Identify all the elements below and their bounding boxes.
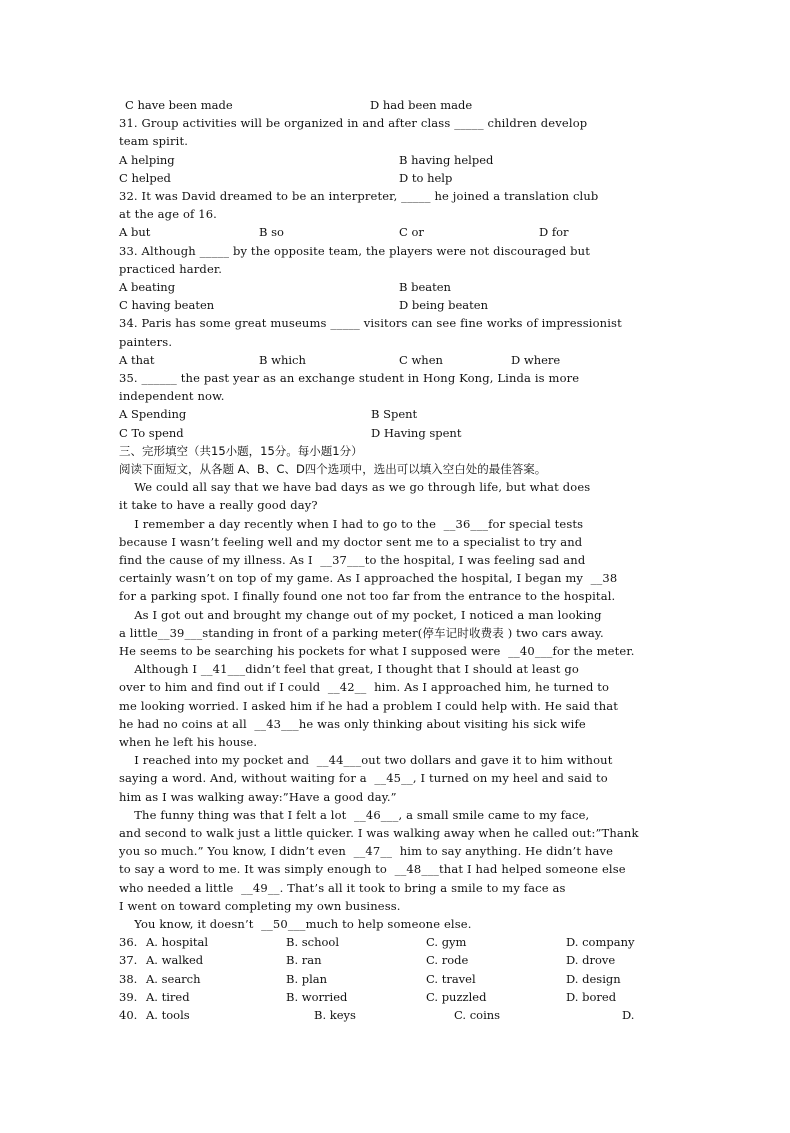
passage-line: you so much.” You know, I didn’t even __47__ him to say anything. He didn’t have — [119, 844, 614, 859]
q33-option-d: D being beaten — [399, 298, 489, 313]
option-number: 36. — [119, 935, 138, 950]
option-row-37 — [119, 951, 675, 969]
passage-line: He seems to be searching his pockets for what I supposed were __40___for the meter. — [119, 643, 635, 658]
q35-option-c: C To spend — [119, 425, 184, 440]
passage-line: I went on toward completing my own business. — [119, 898, 401, 913]
passage-line: I remember a day recently when I had to go to the __36___for special tests — [119, 516, 584, 531]
passage-line: saying a word. And, without waiting for a __45__, I turned on my heel and said to — [119, 771, 608, 786]
q31-options-row1 — [119, 151, 675, 169]
section-title: 三、完形填空（共15小题，15分。每小题1分） — [119, 443, 363, 458]
option-a: A. tired — [146, 989, 190, 1004]
option-d: D. design — [566, 971, 621, 986]
q32-options — [119, 223, 675, 241]
option-a: A. tools — [146, 1007, 190, 1022]
q34-stem-cont: painters. — [119, 334, 173, 349]
option-d: D. drove — [566, 953, 616, 968]
q34-option-c: C when — [399, 352, 443, 367]
q32-stem: 32. It was David dreamed to be an interpreter, _____ he joined a translation club — [119, 188, 599, 203]
q35-option-a: A Spending — [119, 407, 187, 422]
option-a: A. search — [146, 971, 201, 986]
option-d: D. bored — [566, 989, 617, 1004]
passage-line: to say a word to me. It was simply enough to __48___that I had helped someone else — [119, 862, 626, 877]
q30-options-tail — [119, 96, 675, 114]
exam-page — [119, 96, 675, 1024]
q34-option-a: A that — [119, 352, 155, 367]
passage-line: it take to have a really good day? — [119, 498, 318, 513]
q32-option-c: C or — [399, 225, 424, 240]
passage-line: who needed a little __49__. That’s all it took to bring a smile to my face as — [119, 880, 566, 895]
passage-line: he had no coins at all __43___he was only thinking about visiting his sick wife — [119, 716, 586, 731]
q35-stem-cont: independent now. — [119, 389, 225, 404]
passage-line: for a parking spot. I finally found one not too far from the entrance to the hospital. — [119, 589, 616, 604]
cloze-passage — [119, 478, 675, 933]
passage-line: The funny thing was that I felt a lot __46___, a small smile came to my face, — [119, 807, 590, 822]
option-number: 37. — [119, 953, 138, 968]
option-c: C. rode — [426, 953, 469, 968]
q31-option-d: D to help — [399, 170, 453, 185]
option-b: B. keys — [314, 1007, 356, 1022]
option-number: 40. — [119, 1007, 138, 1022]
q31-stem-cont: team spirit. — [119, 134, 189, 149]
option-b: B. school — [286, 935, 340, 950]
passage-line: As I got out and brought my change out of my pocket, I noticed a man looking — [119, 607, 602, 622]
option-d: D. company — [566, 935, 635, 950]
q31-option-a: A helping — [119, 152, 175, 167]
passage-line: You know, it doesn’t __50___much to help someone else. — [119, 917, 472, 931]
q32-option-d: D for — [539, 225, 569, 240]
q33-options-row1 — [119, 278, 675, 296]
passage-line: find the cause of my illness. As I __37___to the hospital, I was feeling sad and — [119, 552, 586, 567]
q33-options-row2 — [119, 296, 675, 314]
q30-option-c: C have been made — [125, 98, 233, 112]
q32-option-a: A but — [119, 225, 151, 240]
option-c: C. puzzled — [426, 989, 487, 1004]
passage-line: and second to walk just a little quicker. I was walking away when he called out:”Thank — [119, 825, 639, 840]
option-row-40 — [119, 1006, 675, 1024]
option-b: B. worried — [286, 989, 348, 1004]
option-b: B. plan — [286, 971, 328, 986]
option-row-36 — [119, 933, 675, 951]
q34-option-d: D where — [511, 352, 561, 367]
q31-stem: 31. Group activities will be organized in and after class _____ children develop — [119, 116, 588, 131]
passage-line: Although I __41___didn’t feel that great, I thought that I should at least go — [119, 662, 579, 677]
passage-line: him as I was walking away:”Have a good day.” — [119, 789, 397, 804]
q32-stem-cont: at the age of 16. — [119, 207, 217, 222]
q34-option-b: B which — [259, 352, 306, 367]
passage-line: a little__39___standing in front of a parking meter(停车记时收费表 ) two cars away. — [119, 625, 604, 640]
q35-options-row1 — [119, 405, 675, 423]
q34-options — [119, 351, 675, 369]
q33-stem: 33. Although _____ by the opposite team, the players were not discouraged but — [119, 243, 590, 258]
option-number: 38. — [119, 971, 138, 986]
passage-line: when he left his house. — [119, 734, 258, 749]
option-a: A. hospital — [146, 935, 209, 950]
q33-option-a: A beating — [119, 279, 176, 294]
option-c: C. travel — [426, 971, 476, 986]
passage-line: We could all say that we have bad days as we go through life, but what does — [119, 480, 591, 495]
q31-options-row2 — [119, 169, 675, 187]
passage-line: me looking worried. I asked him if he had a problem I could help with. He said that — [119, 698, 619, 713]
option-c: C. gym — [426, 935, 467, 950]
q33-option-c: C having beaten — [119, 298, 215, 313]
option-d: D. — [622, 1007, 635, 1022]
q34-stem: 34. Paris has some great museums _____ visitors can see fine works of impressionist — [119, 316, 622, 331]
passage-line: because I wasn’t feeling well and my doctor sent me to a specialist to try and — [119, 534, 583, 549]
option-c: C. coins — [454, 1007, 501, 1022]
option-row-39 — [119, 988, 675, 1006]
q35-option-b: B Spent — [371, 407, 418, 422]
q35-stem: 35. ______ the past year as an exchange student in Hong Kong, Linda is more — [119, 370, 580, 385]
option-number: 39. — [119, 989, 138, 1004]
section-instruction: 阅读下面短文，从各题 A、B、C、D四个选项中，选出可以填入空白处的最佳答案。 — [119, 461, 547, 476]
q35-option-d: D Having spent — [371, 425, 462, 440]
q33-option-b: B beaten — [399, 279, 451, 294]
q32-option-b: B so — [259, 225, 284, 240]
option-b: B. ran — [286, 953, 322, 968]
cloze-options — [119, 933, 675, 1024]
option-row-38 — [119, 970, 675, 988]
q31-option-c: C helped — [119, 170, 171, 185]
passage-line: I reached into my pocket and __44___out two dollars and gave it to him without — [119, 753, 613, 768]
q30-option-d: D had been made — [370, 98, 473, 112]
q33-stem-cont: practiced harder. — [119, 261, 223, 276]
passage-line: over to him and find out if I could __42__ him. As I approached him, he turned to — [119, 680, 610, 695]
q35-options-row2 — [119, 424, 675, 442]
option-a: A. walked — [146, 953, 204, 968]
q31-option-b: B having helped — [399, 152, 494, 167]
passage-line: certainly wasn’t on top of my game. As I approached the hospital, I began my __38 — [119, 571, 618, 586]
